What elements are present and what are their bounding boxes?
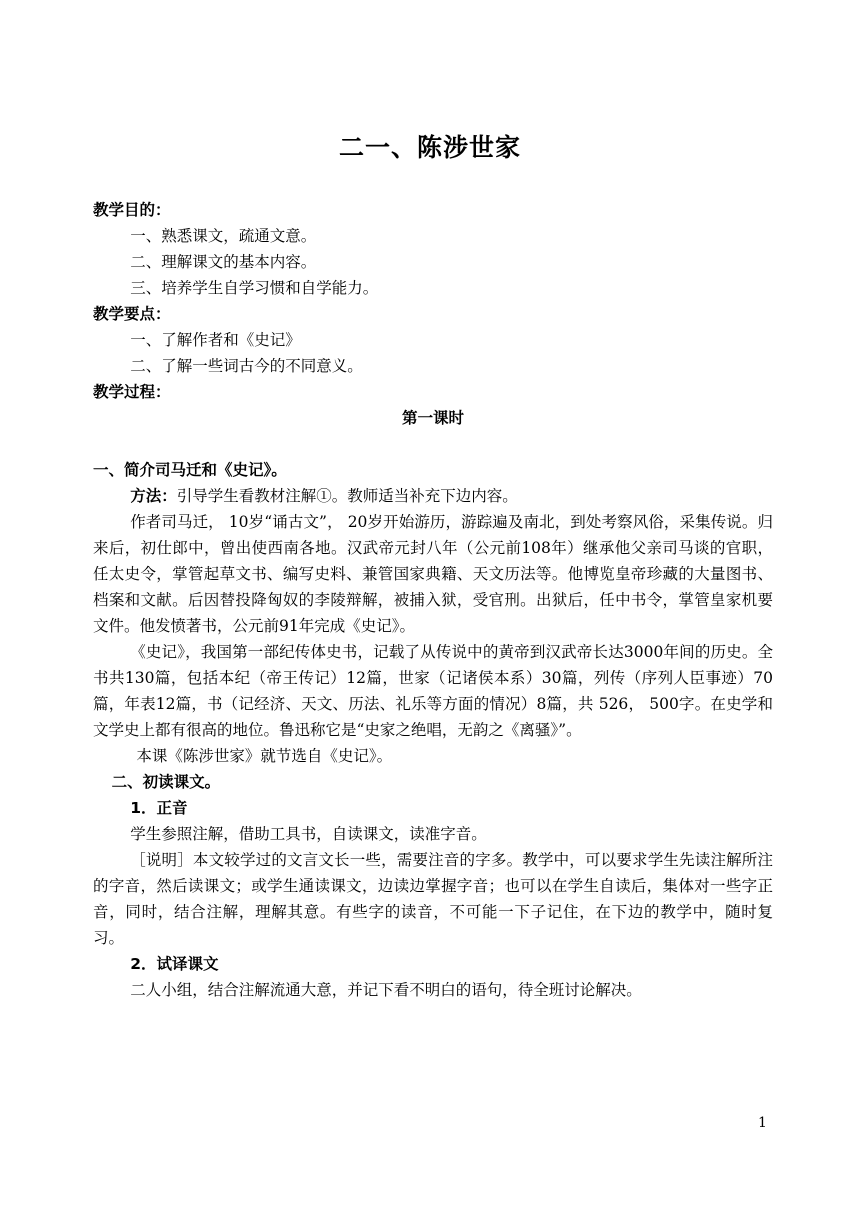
aim-item: 一、熟悉课文，疏通文意。 [130,227,317,245]
aims-label: 教学目的： [93,201,171,219]
point-item: 一、了解作者和《史记》 [130,331,301,349]
lesson-label: 第一课时 [401,409,464,427]
part1-heading: 一、简介司马迁和《史记》。 [93,461,287,479]
author-paragraph: 作者司马迁， 10岁“诵古文”， 20岁开始游历，游踪遍及南北，到处考察风俗，采集传说。归来后，初仕郎中，曾出使西南各地。汉武帝元封八年（公元前108年）继承他父亲司马谈的官职，任太史令，掌管起草文书、编写史料、兼管国家典籍、天文历法等。他博览皇帝珍藏的大量图书、档案和文献。后因替投降匈奴的李陵辩解，被捕入狱，受官刑。出狱后，任中书令，掌管皇家机要文件。他发愤著书，公元前91年完成《史记》。 [93,513,773,635]
point-item: 二、了解一些词古今的不同意义。 [130,357,363,375]
sub1-note: ［说明］本文较学过的文言文长一些，需要注音的字多。教学中，可以要求学生先读注解所注的字音，然后读课文；或学生通读课文，边读边掌握字音；也可以在学生自读后，集体对一些字正音，同时，结合注解，理解其意。有些字的读音，不可能一下子记住，在下边的教学中，随时复习。 [93,851,773,947]
method-text: 引导学生看教材注解①。教师适当补充下边内容。 [176,487,518,505]
part2-heading: 二、初读课文。 [111,773,221,791]
sub2-text: 二人小组，结合注解流通大意，并记下看不明白的语句，待全班讨论解决。 [130,981,642,999]
sub1-text: 学生参照注解，借助工具书，自读课文，读准字音。 [130,825,487,843]
process-label: 教学过程： [93,383,171,401]
page-title: 二一、陈涉世家 [338,133,521,162]
aim-item: 二、理解课文的基本内容。 [130,253,317,271]
points-label: 教学要点： [93,305,171,323]
aim-item: 三、培养学生自学习惯和自学能力。 [130,279,379,297]
document-body [93,197,773,1003]
method-label: 方法： [130,487,177,505]
source-paragraph: 本课《陈涉世家》就节选自《史记》。 [136,747,393,765]
sub2-heading: 2．试译课文 [130,955,219,973]
shiji-paragraph: 《史记》，我国第一部纪传体史书，记载了从传说中的黄帝到汉武帝长达3000年间的历史。全书共130篇，包括本纪（帝王传记）12篇，世家（记诸侯本系）30篇，列传（序列人臣事迹）70篇，年表12篇，书（记经济、天文、历法、礼乐等方面的情况）8篇，共 526， 500字。在史学和文学史上都有很高的地位。鲁迅称它是“史家之绝唱，无韵之《离骚》”。 [93,643,773,739]
method-line [93,483,773,509]
sub1-heading: 1．正音 [130,799,188,817]
page-number: 1 [758,1115,767,1131]
